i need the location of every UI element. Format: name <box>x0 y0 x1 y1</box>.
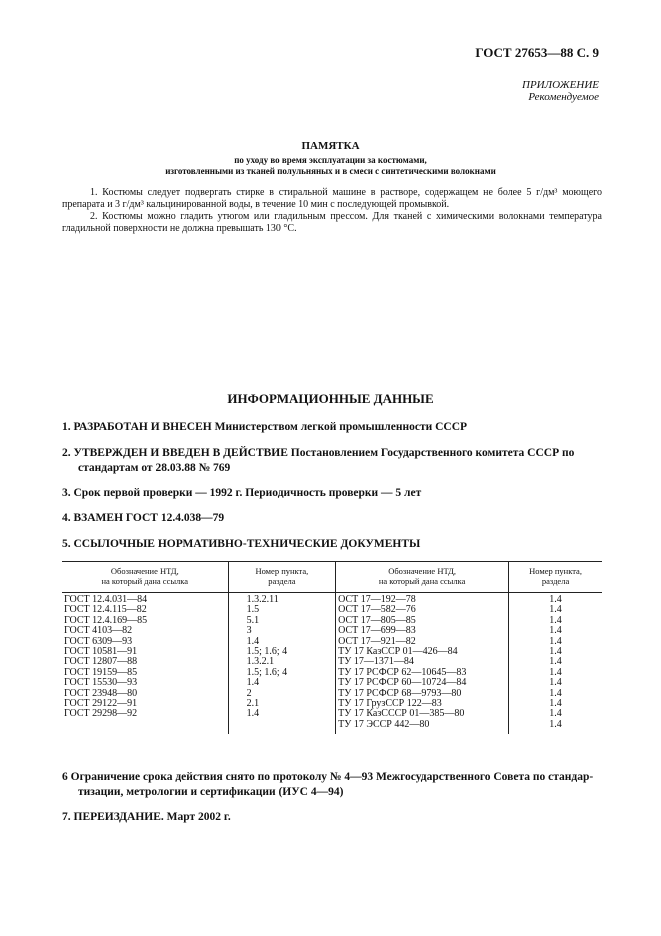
section-right: 1.4 <box>549 708 562 720</box>
doc-left: ГОСТ 12.4.169—85 <box>64 614 148 626</box>
doc-left: ГОСТ 23948—80 <box>64 687 138 699</box>
table-row <box>62 699 602 709</box>
info-item-2-text: Постановлением Государственного комитета СССР по <box>290 447 575 459</box>
section-right: 1.4 <box>549 718 562 730</box>
doc-left: ГОСТ 12.4.115—82 <box>64 604 147 616</box>
header-doc-left <box>62 562 228 593</box>
table-row <box>62 720 602 734</box>
appendix-note: Рекомендуемое <box>528 91 599 103</box>
table-row <box>62 647 602 657</box>
info-item-7: 7. ПЕРЕИЗДАНИЕ. Март 2002 г. <box>62 811 231 823</box>
doc-right: ОСТ 17—699—83 <box>336 626 509 636</box>
table-header-row <box>62 562 602 593</box>
section-right: 1.4 <box>549 614 562 626</box>
info-item-2 <box>62 446 602 476</box>
header-section-left <box>228 562 336 593</box>
info-item-5: 5. ССЫЛОЧНЫЕ НОРМАТИВНО-ТЕХНИЧЕСКИЕ ДОКУМЕНТЫ <box>62 538 421 550</box>
doc-right: ОСТ 17—921—82 <box>336 637 509 647</box>
table-row <box>62 689 602 699</box>
doc-right: ТУ 17 ЭССР 442—80 <box>336 720 509 734</box>
section-left: 2.1 <box>228 699 336 709</box>
table-row <box>62 626 602 636</box>
info-item-1-head: 1. РАЗРАБОТАН И ВНЕСЕН <box>62 421 212 433</box>
doc-right: ТУ 17 ГрузССР 122—83 <box>336 699 509 709</box>
section-left: 1.4 <box>228 678 336 688</box>
section-left: 1.3.2.1 <box>228 657 336 667</box>
section-left: 1.3.2.11 <box>228 593 336 606</box>
header-doc-right-text: Обозначение НТД, на который дана ссылка <box>378 566 466 586</box>
doc-right: ТУ 17 РСФСР 60—10724—84 <box>336 678 509 688</box>
info-item-1 <box>62 420 602 435</box>
section-right: 1.4 <box>549 646 562 658</box>
info-item-1-text: Министерством легкой промышленности СССР <box>214 421 468 433</box>
section-left: 1.4 <box>228 709 336 719</box>
table-row <box>62 678 602 688</box>
table-row <box>62 637 602 647</box>
doc-right: ОСТ 17—805—85 <box>336 616 509 626</box>
memo-subtitle <box>0 155 661 177</box>
memo-paragraph-1: 1. Костюмы следует подвергать стирке в стиральной машине в растворе, содержащем не более 5 г/дм³ моющего препарата и 3 г/дм³ кальцинированной воды, в течение 10 мин с последующей промывкой. <box>62 187 602 210</box>
section-left: 1.5; 1.6; 4 <box>228 647 336 657</box>
info-item-6-line2: тизации, метрологии и сертификации (ИУС 4—94) <box>78 786 344 798</box>
doc-left: ГОСТ 29122—91 <box>64 698 138 710</box>
info-item-2-cont: стандартам от 28.03.88 № 769 <box>78 462 231 474</box>
memo-paragraph-2: 2. Костюмы можно гладить утюгом или гладильным прессом. Для тканей с химическими волокнами температура гладильной поверхности не должна превышать 130 °С. <box>62 211 602 234</box>
section-left: 1.5 <box>228 605 336 615</box>
table-row <box>62 668 602 678</box>
section-right: 1.4 <box>549 687 562 699</box>
memo-title: ПАМЯТКА <box>301 140 360 152</box>
section-left: 1.5; 1.6; 4 <box>228 668 336 678</box>
doc-left: ГОСТ 10581—91 <box>64 646 138 658</box>
info-title: ИНФОРМАЦИОННЫЕ ДАННЫЕ <box>227 391 434 406</box>
table-row <box>62 657 602 667</box>
reference-docs-table <box>62 561 602 734</box>
section-left <box>228 720 336 734</box>
doc-right: ОСТ 17—582—76 <box>336 605 509 615</box>
doc-left: ГОСТ 4103—82 <box>64 625 133 637</box>
section-right: 1.4 <box>549 656 562 668</box>
info-item-4: 4. ВЗАМЕН ГОСТ 12.4.038—79 <box>62 512 225 524</box>
doc-left: ГОСТ 15530—93 <box>64 677 138 689</box>
section-left: 5.1 <box>228 616 336 626</box>
doc-left: ГОСТ 6309—93 <box>64 635 133 647</box>
info-item-3: 3. Срок первой проверки — 1992 г. Периодичность проверки — 5 лет <box>62 487 422 499</box>
doc-right: ТУ 17 КазСССР 01—385—80 <box>336 709 509 719</box>
header-doc-right <box>336 562 509 593</box>
section-right: 1.4 <box>549 677 562 689</box>
section-left: 2 <box>228 689 336 699</box>
info-item-2-head: 2. УТВЕРЖДЕН И ВВЕДЕН В ДЕЙСТВИЕ <box>62 447 288 459</box>
doc-left <box>62 720 228 734</box>
doc-left: ГОСТ 19159—85 <box>64 666 138 678</box>
appendix-title: ПРИЛОЖЕНИЕ <box>522 79 599 91</box>
section-right: 1.4 <box>549 625 562 637</box>
info-item-6-line1: 6 Ограничение срока действия снято по протоколу № 4—93 Межгосударственного Совета по стандар- <box>62 771 594 783</box>
memo-body <box>62 187 602 235</box>
section-right: 1.4 <box>549 604 562 616</box>
doc-right: ОСТ 17—192—78 <box>336 593 509 606</box>
doc-right: ТУ 17 РСФСР 68—9793—80 <box>336 689 509 699</box>
doc-right: ТУ 17—1371—84 <box>336 657 509 667</box>
header-section-left-text: Номер пункта, раздела <box>255 566 309 586</box>
table-row <box>62 616 602 626</box>
section-right: 1.4 <box>549 666 562 678</box>
section-right: 1.4 <box>549 594 562 605</box>
memo-subtitle-line1: по уходу во время эксплуатации за костюмами, <box>234 155 427 165</box>
doc-right: ТУ 17 КазССР 01—426—84 <box>336 647 509 657</box>
page-header-code: ГОСТ 27653—88 С. 9 <box>475 45 599 60</box>
doc-left: ГОСТ 12.4.031—84 <box>64 594 148 605</box>
section-left: 1.4 <box>228 637 336 647</box>
header-doc-left-text: Обозначение НТД, на который дана ссылка <box>101 566 189 586</box>
appendix-label <box>522 79 599 103</box>
header-section-right-text: Номер пункта, раздела <box>529 566 582 586</box>
section-right: 1.4 <box>549 698 562 710</box>
doc-left: ГОСТ 12807—88 <box>64 656 138 668</box>
memo-subtitle-line2: изготовленными из тканей полульняных и в смеси с синтетическими волокнами <box>165 166 496 176</box>
doc-right: ТУ 17 РСФСР 62—10645—83 <box>336 668 509 678</box>
doc-left: ГОСТ 29298—92 <box>64 708 138 720</box>
section-right: 1.4 <box>549 635 562 647</box>
table-row <box>62 709 602 719</box>
section-left: 3 <box>228 626 336 636</box>
header-section-right <box>509 562 602 593</box>
info-item-6 <box>62 770 602 800</box>
